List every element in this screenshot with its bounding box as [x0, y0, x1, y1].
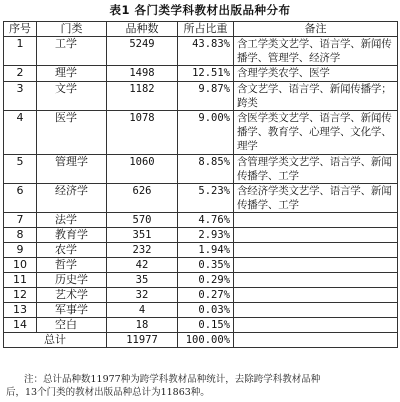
total-share: 100.00%	[178, 333, 234, 348]
row-category: 理学	[37, 66, 107, 82]
row-count: 626	[107, 184, 178, 213]
row-category: 管理学	[37, 155, 107, 184]
row-count: 32	[107, 288, 178, 303]
row-share: 9.87%	[178, 82, 234, 111]
row-note	[234, 318, 398, 333]
row-no: 12	[4, 288, 37, 303]
table-row	[4, 213, 398, 228]
table-caption: 表1 各门类学科教材出版品种分布	[109, 3, 291, 17]
row-no: 8	[4, 228, 37, 243]
row-count: 35	[107, 273, 178, 288]
row-note: 含工学类文艺学、语言学、新闻传播学、管理学、经济学	[234, 37, 398, 66]
row-category: 历史学	[37, 273, 107, 288]
table-row	[4, 155, 398, 184]
row-category: 文学	[37, 82, 107, 111]
row-no: 6	[4, 184, 37, 213]
row-no: 14	[4, 318, 37, 333]
header-no: 序号	[4, 22, 37, 37]
header-row	[4, 22, 398, 37]
table-row	[4, 288, 398, 303]
row-share: 43.83%	[178, 37, 234, 66]
table-row	[4, 228, 398, 243]
row-no: 9	[4, 243, 37, 258]
row-count: 1498	[107, 66, 178, 82]
row-category: 哲学	[37, 258, 107, 273]
row-share: 0.35%	[178, 258, 234, 273]
row-category: 经济学	[37, 184, 107, 213]
row-no: 3	[4, 82, 37, 111]
table-row	[4, 303, 398, 318]
row-count: 4	[107, 303, 178, 318]
row-count: 1060	[107, 155, 178, 184]
header-category: 门类	[37, 22, 107, 37]
row-note	[234, 288, 398, 303]
row-share: 0.15%	[178, 318, 234, 333]
footnote-line: 注：总计品种数11977种为跨学科教材品种统计，去除跨学科教材品种	[24, 374, 321, 385]
header-share: 所占比重	[178, 22, 234, 37]
row-count: 1078	[107, 111, 178, 155]
row-share: 5.23%	[178, 184, 234, 213]
row-count: 5249	[107, 37, 178, 66]
row-note	[234, 303, 398, 318]
row-no: 7	[4, 213, 37, 228]
row-category: 法学	[37, 213, 107, 228]
footnote-line: 后，13个门类的教材出版品种总计为11863种。	[6, 387, 210, 398]
row-category: 空白	[37, 318, 107, 333]
table-row	[4, 37, 398, 66]
row-note: 含文艺学、语言学、新闻传播学；跨类	[234, 82, 398, 111]
row-count: 351	[107, 228, 178, 243]
row-note	[234, 213, 398, 228]
row-no: 2	[4, 66, 37, 82]
table-row	[4, 66, 398, 82]
row-count: 18	[107, 318, 178, 333]
row-note: 含理学类农学、医学	[234, 66, 398, 82]
row-no: 13	[4, 303, 37, 318]
row-category: 医学	[37, 111, 107, 155]
row-no: 11	[4, 273, 37, 288]
total-row	[4, 333, 398, 348]
row-note	[234, 258, 398, 273]
header-count: 品种数	[107, 22, 178, 37]
row-category: 军事学	[37, 303, 107, 318]
row-note: 含医学类文艺学、语言学、新闻传播学、教育学、心理学、文化学、理学	[234, 111, 398, 155]
row-count: 570	[107, 213, 178, 228]
row-no: 10	[4, 258, 37, 273]
row-share: 0.27%	[178, 288, 234, 303]
row-no: 5	[4, 155, 37, 184]
row-share: 8.85%	[178, 155, 234, 184]
row-note: 含管理学类文艺学、语言学、新闻传播学、工学	[234, 155, 398, 184]
row-note	[234, 228, 398, 243]
table-row	[4, 184, 398, 213]
table-row	[4, 273, 398, 288]
row-share: 2.93%	[178, 228, 234, 243]
row-share: 12.51%	[178, 66, 234, 82]
row-no: 1	[4, 37, 37, 66]
table-row	[4, 318, 398, 333]
row-share: 0.03%	[178, 303, 234, 318]
row-note	[234, 273, 398, 288]
table-row	[4, 243, 398, 258]
header-note: 备注	[234, 22, 398, 37]
row-share: 9.00%	[178, 111, 234, 155]
row-share: 0.29%	[178, 273, 234, 288]
total-label: 总计	[4, 333, 107, 348]
row-note	[234, 243, 398, 258]
data-table	[3, 21, 398, 348]
row-category: 艺术学	[37, 288, 107, 303]
row-no: 4	[4, 111, 37, 155]
row-share: 4.76%	[178, 213, 234, 228]
row-category: 教育学	[37, 228, 107, 243]
table-footnote	[6, 373, 396, 399]
table-row	[4, 111, 398, 155]
row-share: 1.94%	[178, 243, 234, 258]
row-category: 农学	[37, 243, 107, 258]
row-count: 42	[107, 258, 178, 273]
table-row	[4, 82, 398, 111]
row-note: 含经济学类文艺学、语言学、新闻传播学、工学	[234, 184, 398, 213]
row-count: 1182	[107, 82, 178, 111]
table-row	[4, 258, 398, 273]
row-category: 工学	[37, 37, 107, 66]
row-count: 232	[107, 243, 178, 258]
total-count: 11977	[107, 333, 178, 348]
total-note	[234, 333, 398, 348]
